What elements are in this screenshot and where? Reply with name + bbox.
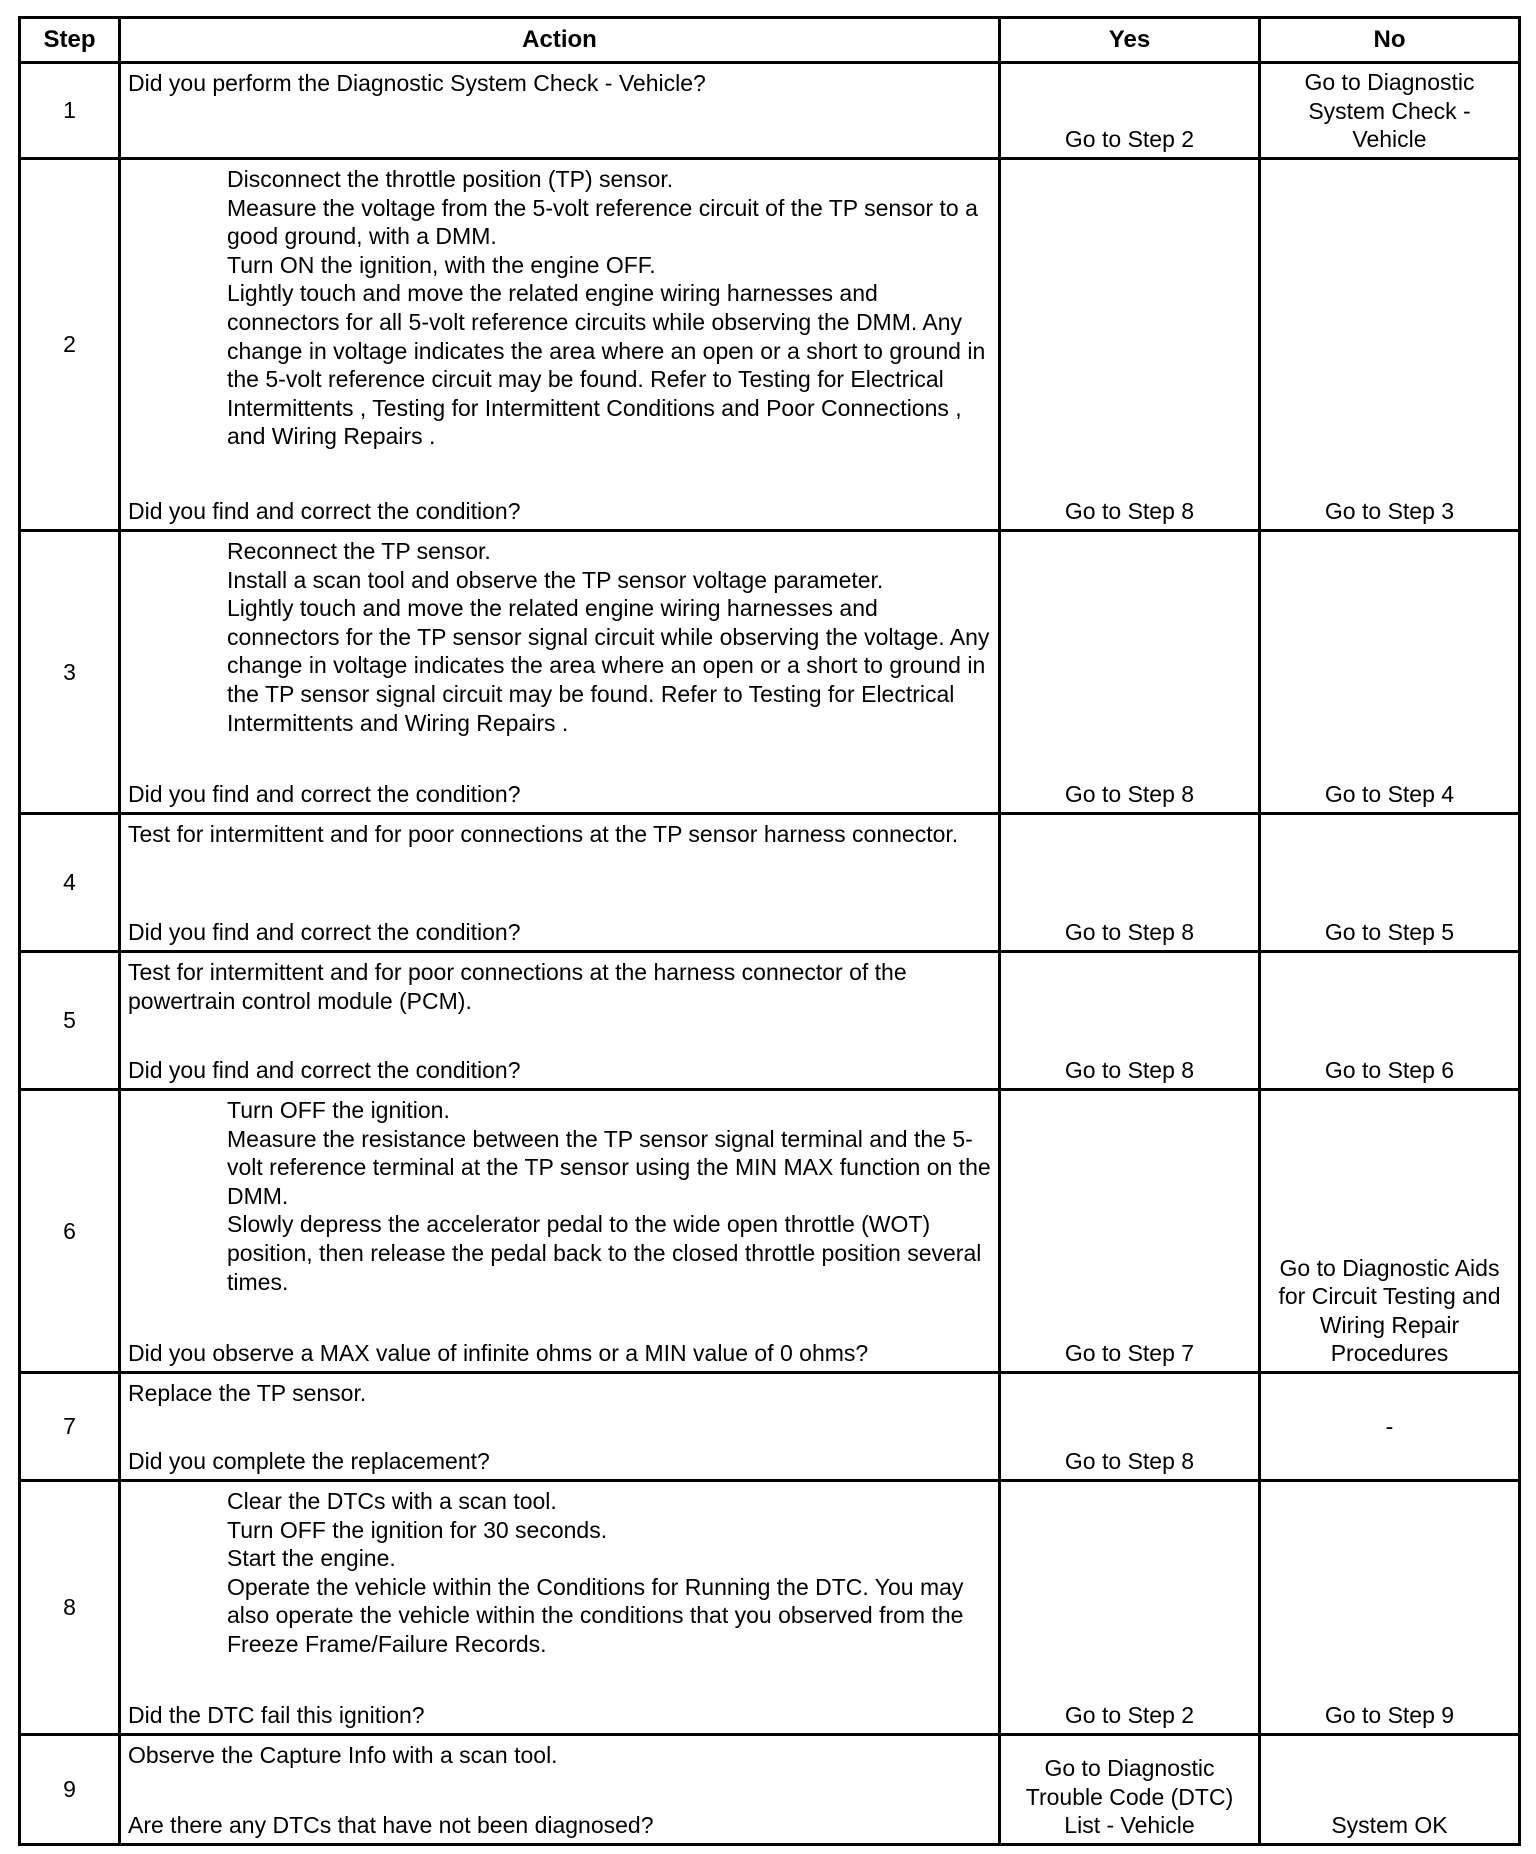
yes-cell [1000,159,1260,531]
yes-cell [1000,814,1260,952]
yes-cell [1000,952,1260,1090]
action-text: Test for intermittent and for poor connections at the harness connector of the powertrain control module (PCM). [128,959,907,1014]
action-line: Lightly touch and move the related engine wiring harnesses and connectors for all 5-volt reference circuits while observing the DMM. Any change in voltage indicates the area where an open or a short to ground in the 5-volt reference circuit may be found. Refer to Testing for Electrical Intermittents , Testing for Intermittent Conditions and Poor Connections , and Wiring Repairs . [227,280,986,450]
action-question: Did the DTC fail this ignition? [128,1702,425,1729]
action-cell [120,159,1000,531]
action-line: Lightly touch and move the related engine wiring harnesses and connectors for the TP sensor signal circuit while observing the voltage. Any change in voltage indicates the area where an open or a short to ground in the TP sensor signal circuit may be found. Refer to Testing for Electrical Intermittents and Wiring Repairs . [227,595,990,736]
action-text: Did you perform the Diagnostic System Check - Vehicle? [128,70,706,96]
yes-result: Go to Step 8 [1064,1057,1195,1084]
action-steps [227,537,992,737]
action-question: Did you find and correct the condition? [128,498,521,525]
no-cell [1260,63,1520,159]
yes-cell [1000,1090,1260,1373]
yes-result: Go to Step 2 [1064,1702,1195,1729]
no-cell [1260,1481,1520,1735]
header-step: Step [20,18,120,63]
table-row [20,1373,1520,1481]
yes-result: Go to Step 7 [1064,1340,1195,1367]
no-cell [1260,952,1520,1090]
action-question: Did you find and correct the condition? [128,1057,521,1084]
no-result: Go to Diagnostic System Check - Vehicle [1304,69,1475,153]
header-no: No [1260,18,1520,63]
no-result: Go to Step 3 [1324,498,1455,525]
yes-result: Go to Step 8 [1064,919,1195,946]
no-result: - [1385,1413,1394,1440]
no-cell [1260,1735,1520,1845]
step-number: 1 [20,63,120,159]
yes-cell [1000,1373,1260,1481]
action-cell [120,1090,1000,1373]
table-row [20,814,1520,952]
action-line: Turn OFF the ignition. [227,1097,450,1123]
yes-result: Go to Step 8 [1064,781,1195,808]
action-question: Did you complete the replacement? [128,1448,490,1475]
action-line: Turn OFF the ignition for 30 seconds. [227,1516,608,1543]
action-text: Observe the Capture Info with a scan tool. [128,1742,558,1768]
no-cell [1260,531,1520,814]
yes-cell [1000,1481,1260,1735]
step-number: 8 [20,1481,120,1735]
action-line: Disconnect the throttle position (TP) sensor. [227,166,674,192]
step-number: 6 [20,1090,120,1373]
step-number: 2 [20,159,120,531]
no-result: Go to Step 4 [1324,781,1455,808]
yes-result: Go to Step 2 [1064,126,1195,153]
no-cell [1260,1090,1520,1373]
action-question: Are there any DTCs that have not been diagnosed? [128,1812,654,1839]
action-line: Clear the DTCs with a scan tool. [227,1488,557,1514]
no-result: Go to Step 9 [1324,1702,1455,1729]
yes-result: Go to Step 8 [1064,1448,1195,1475]
yes-cell [1000,531,1260,814]
table-row [20,1735,1520,1845]
step-number: 9 [20,1735,120,1845]
table-row [20,952,1520,1090]
header-action: Action [120,18,1000,63]
action-line: Measure the resistance between the TP sensor signal terminal and the 5-volt reference terminal at the TP sensor using the MIN MAX function on the DMM. [227,1125,991,1209]
action-line: Measure the voltage from the 5-volt reference circuit of the TP sensor to a good ground, with a DMM. [227,194,978,250]
action-line: Operate the vehicle within the Conditions for Running the DTC. You may also operate the vehicle within the conditions that you observed from the Freeze Frame/Failure Records. [227,1573,964,1657]
action-text: Replace the TP sensor. [128,1380,367,1406]
action-cell [120,1735,1000,1845]
table-row [20,63,1520,159]
table-row [20,1090,1520,1373]
header-yes: Yes [1000,18,1260,63]
step-number: 3 [20,531,120,814]
step-number: 7 [20,1373,120,1481]
yes-result: Go to Diagnostic Trouble Code (DTC) List - Vehicle [1025,1755,1234,1839]
table-row [20,159,1520,531]
action-question: Did you find and correct the condition? [128,781,521,808]
action-line: Turn ON the ignition, with the engine OFF. [227,251,656,278]
yes-cell [1000,63,1260,159]
action-steps [227,1096,992,1296]
action-question: Did you observe a MAX value of infinite ohms or a MIN value of 0 ohms? [128,1340,869,1367]
no-cell [1260,1373,1520,1481]
action-text: Test for intermittent and for poor connections at the TP sensor harness connector. [128,821,959,847]
action-cell [120,531,1000,814]
action-line: Install a scan tool and observe the TP sensor voltage parameter. [227,566,884,593]
action-line: Start the engine. [227,1545,396,1572]
action-steps [227,165,992,451]
action-line: Slowly depress the accelerator pedal to the wide open throttle (WOT) position, then release the pedal back to the closed throttle position several times. [227,1211,982,1295]
action-cell [120,1481,1000,1735]
yes-cell [1000,1735,1260,1845]
no-cell [1260,159,1520,531]
header-row [20,18,1520,63]
no-result: Go to Step 5 [1324,919,1455,946]
action-cell [120,952,1000,1090]
no-result: Go to Step 6 [1324,1057,1455,1084]
action-line: Reconnect the TP sensor. [227,538,491,564]
no-cell [1260,814,1520,952]
action-question: Did you find and correct the condition? [128,919,521,946]
step-number: 5 [20,952,120,1090]
action-cell [120,814,1000,952]
action-cell [120,1373,1000,1481]
table-row [20,1481,1520,1735]
step-number: 4 [20,814,120,952]
yes-result: Go to Step 8 [1064,498,1195,525]
no-result: System OK [1331,1812,1448,1839]
diagnostic-table [18,16,1521,1846]
action-cell [120,63,1000,159]
action-steps [227,1487,992,1659]
no-result: Go to Diagnostic Aids for Circuit Testing and Wiring Repair Procedures [1278,1254,1501,1367]
table-row [20,531,1520,814]
